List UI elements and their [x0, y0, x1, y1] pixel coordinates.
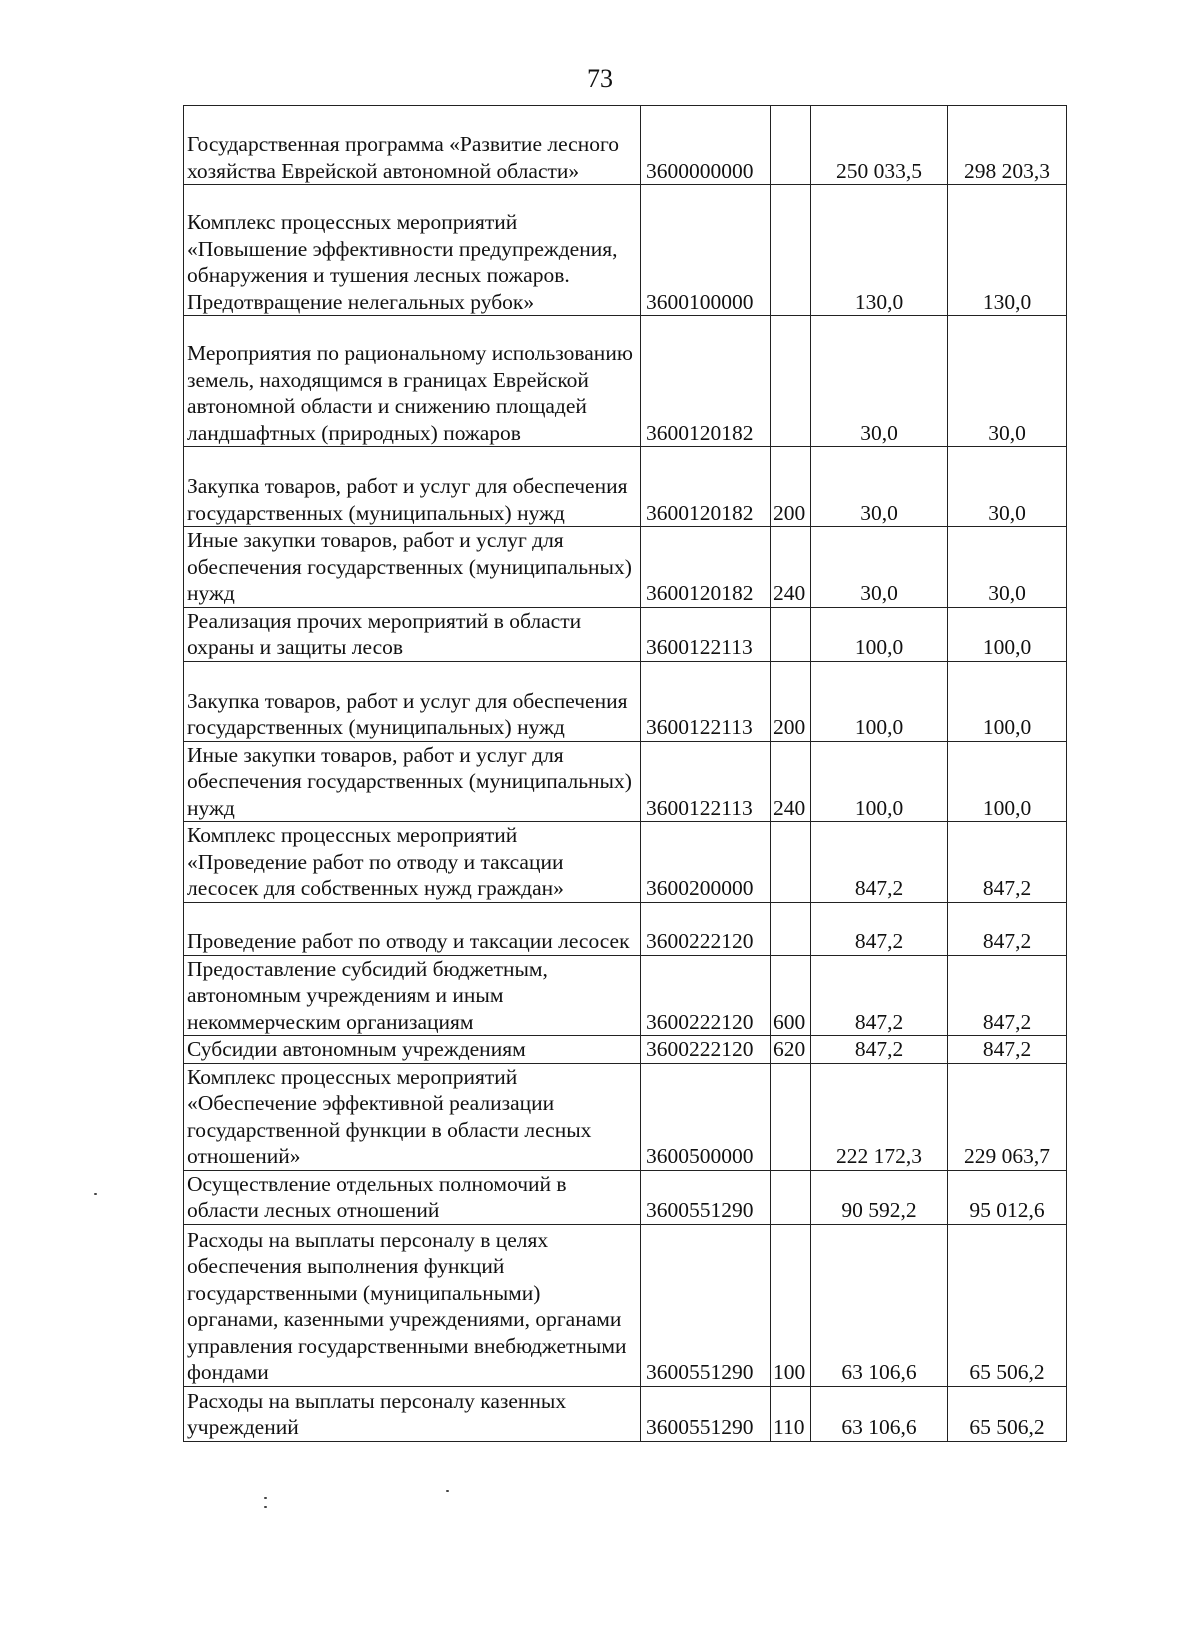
row-amount-year1: 63 106,6 — [811, 1224, 948, 1386]
row-name: Реализация прочих мероприятий в области охраны и защиты лесов — [184, 607, 641, 661]
row-amount-year2: 847,2 — [948, 902, 1067, 955]
row-target-code: 3600122113 — [641, 661, 771, 741]
row-target-code: 3600222120 — [641, 1036, 771, 1064]
row-expense-type — [771, 822, 811, 903]
row-expense-type: 110 — [771, 1386, 811, 1441]
row-target-code: 3600122113 — [641, 741, 771, 822]
row-amount-year1: 30,0 — [811, 316, 948, 447]
row-amount-year2: 30,0 — [948, 447, 1067, 527]
row-target-code: 3600120182 — [641, 447, 771, 527]
row-expense-type: 240 — [771, 741, 811, 822]
row-name: Иные закупки товаров, работ и услуг для обеспечения государственных (муниципальных) нужд — [184, 741, 641, 822]
row-name: Комплекс процессных мероприятий «Повышение эффективности предупреждения, обнаружения и тушения лесных пожаров. Предотвращение нелегальных рубок» — [184, 185, 641, 316]
row-name: Субсидии автономным учреждениям — [184, 1036, 641, 1064]
row-amount-year1: 847,2 — [811, 822, 948, 903]
row-name: Комплекс процессных мероприятий «Проведение работ по отводу и таксации лесосек для собственных нужд граждан» — [184, 822, 641, 903]
row-target-code: 3600200000 — [641, 822, 771, 903]
row-name: Предоставление субсидий бюджетным, автономным учреждениям и иным некоммерческим организациям — [184, 955, 641, 1036]
scan-speck — [446, 1490, 449, 1492]
row-target-code: 3600122113 — [641, 607, 771, 661]
row-target-code: 3600222120 — [641, 955, 771, 1036]
row-target-code: 3600551290 — [641, 1170, 771, 1224]
row-target-code: 3600100000 — [641, 185, 771, 316]
row-amount-year2: 65 506,2 — [948, 1386, 1067, 1441]
table-row — [184, 822, 1067, 903]
row-name: Закупка товаров, работ и услуг для обеспечения государственных (муниципальных) нужд — [184, 447, 641, 527]
row-expense-type — [771, 316, 811, 447]
scan-speck — [264, 1497, 267, 1499]
row-amount-year1: 250 033,5 — [811, 106, 948, 185]
table-row — [184, 1386, 1067, 1441]
table-row — [184, 1036, 1067, 1064]
budget-table-body — [184, 106, 1067, 1442]
table-row — [184, 1170, 1067, 1224]
table-row — [184, 607, 1067, 661]
budget-table — [183, 105, 1067, 1442]
row-expense-type — [771, 607, 811, 661]
row-amount-year2: 847,2 — [948, 955, 1067, 1036]
row-amount-year2: 65 506,2 — [948, 1224, 1067, 1386]
row-amount-year2: 847,2 — [948, 1036, 1067, 1064]
table-row — [184, 447, 1067, 527]
table-row — [184, 316, 1067, 447]
row-amount-year2: 100,0 — [948, 741, 1067, 822]
row-amount-year1: 847,2 — [811, 902, 948, 955]
table-row — [184, 527, 1067, 608]
row-expense-type: 200 — [771, 447, 811, 527]
row-amount-year2: 100,0 — [948, 661, 1067, 741]
row-amount-year1: 63 106,6 — [811, 1386, 948, 1441]
row-expense-type: 100 — [771, 1224, 811, 1386]
row-expense-type: 200 — [771, 661, 811, 741]
page-number: 73 — [587, 64, 613, 93]
row-amount-year2: 229 063,7 — [948, 1063, 1067, 1170]
table-row — [184, 1063, 1067, 1170]
row-target-code: 3600120182 — [641, 527, 771, 608]
table-row — [184, 106, 1067, 185]
row-target-code: 3600000000 — [641, 106, 771, 185]
table-row — [184, 741, 1067, 822]
row-name: Иные закупки товаров, работ и услуг для обеспечения государственных (муниципальных) нужд — [184, 527, 641, 608]
row-amount-year2: 30,0 — [948, 316, 1067, 447]
row-amount-year2: 95 012,6 — [948, 1170, 1067, 1224]
row-name: Расходы на выплаты персоналу в целях обеспечения выполнения функций государственными (муниципальными) органами, казенными учреждениями, органами управления государственными внебюджетными фондами — [184, 1224, 641, 1386]
row-name: Комплекс процессных мероприятий «Обеспечение эффективной реализации государственной функции в области лесных отношений» — [184, 1063, 641, 1170]
scan-speck — [94, 1193, 97, 1195]
row-expense-type — [771, 1170, 811, 1224]
row-expense-type: 620 — [771, 1036, 811, 1064]
row-target-code: 3600551290 — [641, 1224, 771, 1386]
table-row — [184, 902, 1067, 955]
row-expense-type — [771, 106, 811, 185]
row-target-code: 3600500000 — [641, 1063, 771, 1170]
row-name: Осуществление отдельных полномочий в области лесных отношений — [184, 1170, 641, 1224]
table-row — [184, 661, 1067, 741]
row-expense-type: 600 — [771, 955, 811, 1036]
row-expense-type — [771, 902, 811, 955]
table-row — [184, 185, 1067, 316]
row-expense-type: 240 — [771, 527, 811, 608]
row-amount-year1: 100,0 — [811, 741, 948, 822]
row-amount-year1: 100,0 — [811, 661, 948, 741]
row-amount-year2: 100,0 — [948, 607, 1067, 661]
row-amount-year2: 130,0 — [948, 185, 1067, 316]
row-amount-year1: 100,0 — [811, 607, 948, 661]
row-amount-year2: 847,2 — [948, 822, 1067, 903]
row-target-code: 3600551290 — [641, 1386, 771, 1441]
row-target-code: 3600222120 — [641, 902, 771, 955]
row-name: Закупка товаров, работ и услуг для обеспечения государственных (муниципальных) нужд — [184, 661, 641, 741]
row-amount-year1: 130,0 — [811, 185, 948, 316]
row-expense-type — [771, 1063, 811, 1170]
row-expense-type — [771, 185, 811, 316]
row-target-code: 3600120182 — [641, 316, 771, 447]
row-amount-year1: 847,2 — [811, 1036, 948, 1064]
row-name: Государственная программа «Развитие лесного хозяйства Еврейской автономной области» — [184, 106, 641, 185]
row-name: Мероприятия по рациональному использованию земель, находящимся в границах Еврейской автономной области и снижению площадей ландшафтных (природных) пожаров — [184, 316, 641, 447]
table-row — [184, 1224, 1067, 1386]
scan-speck — [264, 1506, 267, 1508]
row-amount-year1: 847,2 — [811, 955, 948, 1036]
row-amount-year2: 30,0 — [948, 527, 1067, 608]
row-name: Расходы на выплаты персоналу казенных учреждений — [184, 1386, 641, 1441]
row-amount-year1: 90 592,2 — [811, 1170, 948, 1224]
row-amount-year1: 30,0 — [811, 527, 948, 608]
table-row — [184, 955, 1067, 1036]
row-amount-year2: 298 203,3 — [948, 106, 1067, 185]
row-amount-year1: 30,0 — [811, 447, 948, 527]
row-amount-year1: 222 172,3 — [811, 1063, 948, 1170]
row-name: Проведение работ по отводу и таксации лесосек — [184, 902, 641, 955]
